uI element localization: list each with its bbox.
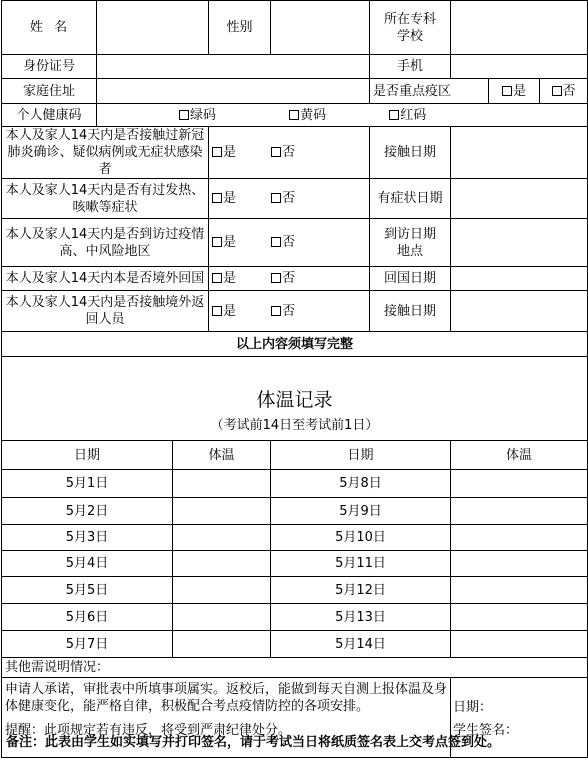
answer-no[interactable]: 否	[271, 234, 295, 251]
question-answer	[209, 291, 370, 332]
question-side-label: 回国日期	[370, 267, 451, 291]
phone-field[interactable]	[451, 55, 588, 79]
phone-label: 手机	[370, 55, 451, 79]
temperature-cell[interactable]	[173, 525, 271, 551]
question-row	[2, 267, 588, 291]
answer-yes[interactable]: 是	[212, 144, 267, 161]
temperature-row	[2, 631, 588, 658]
temperature-title-row	[2, 357, 588, 417]
temp-header: 体温	[173, 441, 271, 470]
yellow-code-option[interactable]: 黄码	[289, 107, 385, 124]
risk-area-yes[interactable]: 是	[489, 79, 540, 104]
temperature-subtitle-row	[2, 417, 588, 441]
address-field[interactable]	[97, 79, 370, 104]
must-fill-row	[2, 332, 588, 357]
date-cell: 5月7日	[2, 631, 173, 658]
checkbox-icon[interactable]	[389, 110, 399, 120]
date-cell: 5月2日	[2, 498, 173, 525]
must-fill-notice: 以上内容须填写完整	[2, 332, 588, 357]
date-cell: 5月11日	[271, 551, 451, 577]
question-answer	[209, 127, 370, 179]
checkbox-icon[interactable]	[271, 237, 281, 247]
date-header: 日期	[271, 441, 451, 470]
temperature-cell[interactable]	[451, 498, 588, 525]
checkbox-icon[interactable]	[179, 110, 189, 120]
temperature-row	[2, 470, 588, 498]
other-row	[2, 658, 588, 678]
answer-no[interactable]: 否	[271, 303, 295, 320]
footnote: 备注：此表由学生如实填写并打印签名，请于考试当日将纸质签名表上交考点签到处。	[6, 735, 501, 750]
date-cell: 5月12日	[271, 577, 451, 604]
checkbox-icon[interactable]	[271, 306, 281, 316]
answer-yes[interactable]: 是	[212, 303, 267, 320]
question-side-label: 到访日期地点	[370, 219, 451, 267]
temperature-row	[2, 604, 588, 631]
red-code-option[interactable]: 红码	[389, 107, 426, 124]
date-cell: 5月8日	[271, 470, 451, 498]
risk-area-label: 是否重点疫区	[370, 79, 489, 104]
answer-no[interactable]: 否	[271, 190, 295, 207]
temperature-cell[interactable]	[451, 551, 588, 577]
temperature-cell[interactable]	[173, 551, 271, 577]
other-label: 其他需说明情况：	[2, 658, 588, 678]
date-cell: 5月4日	[2, 551, 173, 577]
health-code-label: 个人健康码	[2, 104, 97, 127]
id-field[interactable]	[97, 55, 370, 79]
answer-yes[interactable]: 是	[212, 234, 267, 251]
question-side-label: 接触日期	[370, 291, 451, 332]
temperature-cell[interactable]	[451, 470, 588, 498]
temperature-row	[2, 551, 588, 577]
answer-no[interactable]: 否	[271, 144, 295, 161]
green-code-option[interactable]: 绿码	[179, 107, 285, 124]
answer-yes[interactable]: 是	[212, 190, 267, 207]
date-cell: 5月10日	[271, 525, 451, 551]
checkbox-icon[interactable]	[212, 306, 222, 316]
temperature-cell[interactable]	[173, 631, 271, 658]
temperature-row	[2, 498, 588, 525]
checkbox-icon[interactable]	[502, 86, 512, 96]
pledge-text: 申请人承诺，审批表中所填事项属实。返校后，能做到每天自测上报体温及身体健康变化，能严格自律，积极配合考点疫情防控的各项安排。	[5, 682, 448, 714]
checkbox-icon[interactable]	[212, 237, 222, 247]
temperature-cell[interactable]	[451, 631, 588, 658]
question-answer	[209, 219, 370, 267]
checkbox-icon[interactable]	[212, 193, 222, 203]
question-side-field[interactable]	[451, 179, 588, 219]
temperature-cell[interactable]	[173, 470, 271, 498]
gender-field[interactable]	[271, 1, 370, 55]
temperature-cell[interactable]	[451, 604, 588, 631]
signature-label: 学生签名：	[453, 722, 519, 738]
temperature-cell[interactable]	[173, 577, 271, 604]
question-row	[2, 219, 588, 267]
date-cell: 5月13日	[271, 604, 451, 631]
form-table	[1, 0, 588, 758]
checkbox-icon[interactable]	[552, 86, 562, 96]
checkbox-icon[interactable]	[271, 193, 281, 203]
question-side-label: 接触日期	[370, 127, 451, 179]
temperature-cell[interactable]	[173, 498, 271, 525]
school-label: 所在专科学校	[370, 1, 451, 55]
risk-area-no[interactable]: 否	[540, 79, 588, 104]
temperature-cell[interactable]	[451, 577, 588, 604]
health-code-options	[97, 104, 588, 127]
name-label: 姓 名	[2, 1, 97, 55]
health-code-row	[2, 104, 588, 127]
address-label: 家庭住址	[2, 79, 97, 104]
date-cell: 5月1日	[2, 470, 173, 498]
checkbox-icon[interactable]	[289, 110, 299, 120]
checkbox-icon[interactable]	[212, 273, 222, 283]
date-header: 日期	[2, 441, 173, 470]
temperature-cell[interactable]	[173, 604, 271, 631]
checkbox-icon[interactable]	[271, 273, 281, 283]
school-field[interactable]	[451, 1, 588, 55]
temperature-row	[2, 577, 588, 604]
question-text: 本人及家人14天内是否有过发热、咳嗽等症状	[2, 179, 209, 219]
date-cell: 5月14日	[271, 631, 451, 658]
question-row	[2, 179, 588, 219]
question-side-label: 有症状日期	[370, 179, 451, 219]
id-row	[2, 55, 588, 79]
temperature-header-row	[2, 441, 588, 470]
answer-yes[interactable]: 是	[212, 270, 267, 287]
date-cell: 5月6日	[2, 604, 173, 631]
checkbox-icon[interactable]	[212, 147, 222, 157]
name-field[interactable]	[97, 1, 209, 55]
question-side-field[interactable]	[451, 267, 588, 291]
answer-no[interactable]: 否	[271, 270, 295, 287]
id-label: 身份证号	[2, 55, 97, 79]
date-cell: 5月5日	[2, 577, 173, 604]
temperature-row	[2, 525, 588, 551]
question-answer	[209, 267, 370, 291]
checkbox-icon[interactable]	[271, 147, 281, 157]
gender-label: 性别	[209, 1, 271, 55]
temperature-title: 体温记录	[2, 357, 588, 417]
question-text: 本人及家人14天内是否接触境外返回人员	[2, 291, 209, 332]
name-row	[2, 1, 588, 55]
date-cell: 5月3日	[2, 525, 173, 551]
question-row	[2, 127, 588, 179]
question-side-field[interactable]	[451, 127, 588, 179]
question-row	[2, 291, 588, 332]
question-text: 本人及家人14天内是否到访过疫情高、中风险地区	[2, 219, 209, 267]
health-declaration-form	[1, 0, 587, 758]
question-text: 本人及家人14天内是否接触过新冠肺炎确诊、疑似病例或无症状感染者	[2, 127, 209, 179]
question-text: 本人及家人14天内本是否境外回国	[2, 267, 209, 291]
question-side-field[interactable]	[451, 219, 588, 267]
question-side-field[interactable]	[451, 291, 588, 332]
reminder-text: 提醒：此项规定若有违反，将受到严肃纪律处分。	[5, 723, 292, 738]
date-cell: 5月9日	[271, 498, 451, 525]
temperature-subtitle: （考试前14日至考试前1日）	[2, 417, 588, 441]
temp-header: 体温	[451, 441, 588, 470]
question-answer	[209, 179, 370, 219]
address-row	[2, 79, 588, 104]
date-label: 日期：	[453, 699, 493, 715]
temperature-cell[interactable]	[451, 525, 588, 551]
